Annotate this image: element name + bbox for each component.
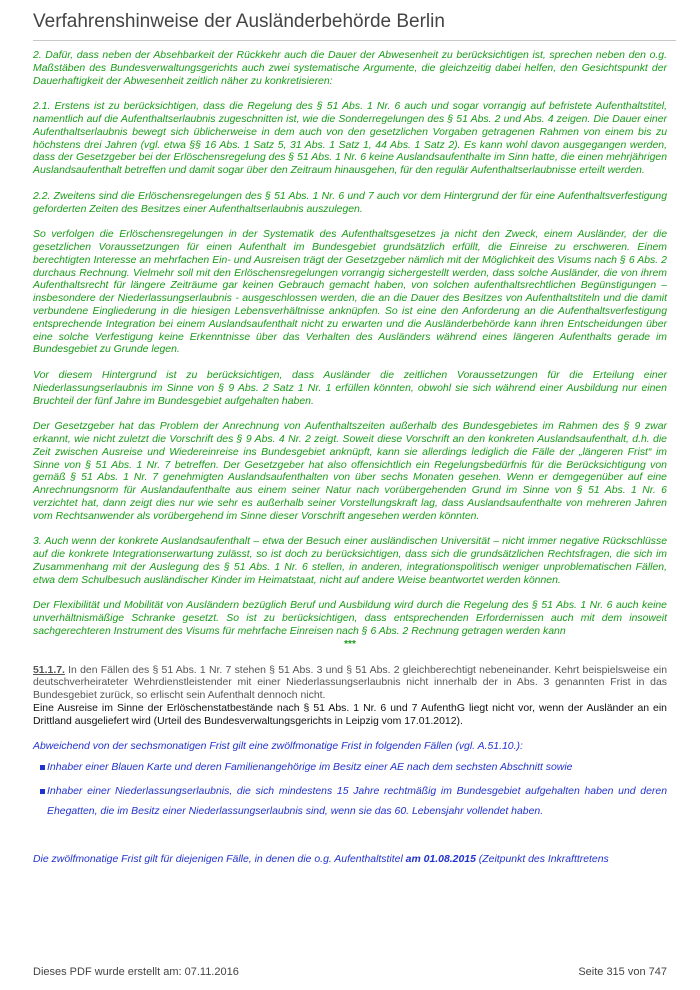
- bullet-icon: [40, 789, 45, 794]
- section-separator: ***: [344, 638, 356, 650]
- paragraph-flexibilitaet: Der Flexibilität und Mobilität von Ausländern bezüglich Beruf und Ausbildung wird durch die Regelung des § 51 Abs. 1 Nr. 6 auch keine unverhältnismäßige Schranke gesetzt. So ist zu berücksichtigen, dass entsprechenden Erfordernissen auch mit dem insoweit sachgerechteren Instrument des Visums für mehrfache Einreisen nach § 6 Abs. 2 Rechnung getragen werden kann: [33, 600, 667, 637]
- document-title: Verfahrenshinweise der Ausländerbehörde Berlin: [33, 11, 445, 32]
- text-part: Die zwölfmonatige Frist gilt für diejenigen Fälle, in denen die o.g. Aufenthaltstitel: [33, 854, 406, 866]
- section-text: In den Fällen des § 51 Abs. 1 Nr. 7 stehen § 51 Abs. 3 und § 51 Abs. 2 gleichberechtigt nebeneinander. Kehrt beispielsweise ein deutschverheirateter Wehrdienstleistender mit einer Niederlassungserlaubnis nicht innerhalb der in Abs. 3 genannten Frist in das Bundesgebiet zurück, so erlischt sein Aufenthalt dennoch nicht.: [33, 664, 667, 702]
- paragraph-3: 3. Auch wenn der konkrete Auslandsaufenthalt – etwa der Besuch einer ausländischen Universität – nicht immer negative Rückschlüsse auf die konkrete Integrationserwartung zulässt, so ist doch zu berücksichtigen, dass sich die grundsätzlichen Rechtsfragen, die sich im Zusammenhang mit der Auslegung des § 51 Abs. 1 Nr. 6 stellen, in anderen, integrationspolitisch weniger unproblematischen Fällen, etwa dem Schulbesuch ausländischer Kinder im Heimatstaat, nicht auf andere Weise beantwortet werden können.: [33, 536, 667, 586]
- exception-list: [33, 758, 667, 822]
- pdf-created-note: Dieses PDF wurde erstellt am: 07.11.2016: [33, 966, 239, 978]
- paragraph-zwoelfmonatige-frist: Abweichend von der sechsmonatigen Frist gilt eine zwölfmonatige Frist in folgenden Fällen (vgl. A.51.10.):: [33, 741, 523, 753]
- paragraph-gesetzgeber: Der Gesetzgeber hat das Problem der Anrechnung von Aufenthaltszeiten außerhalb des Bundesgebietes im Rahmen des § 9 zwar erkannt, wie nicht zuletzt die Vorschrift des § 9 Abs. 4 Nr. 2 zeigt. Soweit diese Vorschrift an den konkreten Auslandsaufenthalt, d.h. die Zeit zwischen Ausreise und Wiedereinreise ins Bundesgebiet anknüpft, kann sie allerdings lediglich die Fälle der „längeren Frist“ im Sinne von § 51 Abs. 1 Nr. 7 betreffen. Der Gesetzgeber hat also offensichtlich ein Regelungsbedürfnis für die Berücksichtigung von gemäß § 51 Abs. 1 Nr. 7 genehmigten Auslandsaufenthalten von über sechs Monaten gesehen. Wenn er demgegenüber auf eine Anrechnungsnorm für Auslandaufenthalte aus einem seiner Natur nach vorübergehenden Grund im Sinne von § 51 Abs. 1 Nr. 6 verzichtet hat, dann zeigt dies nur wie sehr es außerhalb seiner Vorstellungskraft lag, dass Auslandsaufenthalte von mehreren Jahren vom Rechtsanwender als vorübergehend im Sinne dieser Vorschrift angesehen werden könnten.: [33, 421, 667, 522]
- paragraph-geltung: [33, 854, 667, 867]
- paragraph-2: 2. Dafür, dass neben der Absehbarkeit der Rückkehr auch die Dauer der Abwesenheit zu berücksichtigen ist, sprechen neben den o.g. Maßstäben des Bundesverwaltungsgerichts auch zwei systematische Argumente, die gleichzeitig dabei helfen, den Gesichtspunkt der Dauerhaftigkeit der Abwesenheit zeitlich näher zu konkretisieren:: [33, 50, 667, 87]
- paragraph-hintergrund: Vor diesem Hintergrund ist zu berücksichtigen, dass Ausländer die zeitlichen Voraussetzungen für die Erteilung einer Niederlassungserlaubnis im Sinne von § 9 Abs. 2 Satz 1 Nr. 1 erfüllen könnten, obwohl sie sich während einer Ausbildung nur einen Bruchteil der fünf Jahre im Bundesgebiet aufgehalten haben.: [33, 369, 667, 407]
- list-item-text: Inhaber einer Blauen Karte und deren Familienangehörige im Besitz einer AE nach dem sechsten Abschnitt sowie: [47, 762, 573, 774]
- bullet-icon: [40, 765, 45, 770]
- paragraph-ausreise: Eine Ausreise im Sinne der Erlöschenstatbestände nach § 51 Abs. 1 Nr. 6 und 7 AufenthG liegt nicht vor, wenn der Ausländer an ein Drittland ausgeliefert wird (Urteil des Bundesverwaltungsgerichts in Leipzig vom 17.01.2012).: [33, 703, 667, 727]
- paragraph-2-2: 2.2. Zweitens sind die Erlöschensregelungen des § 51 Abs. 1 Nr. 6 und 7 auch vor dem Hintergrund der für eine Aufenthaltsverfestigung geforderten Zeiten des Besitzes einer Aufenthaltserlaubnis auszulegen.: [33, 190, 667, 215]
- page-header: [33, 10, 676, 41]
- date-emphasis: am 01.08.2015: [405, 854, 476, 866]
- paragraph-2-1: 2.1. Erstens ist zu berücksichtigen, dass die Regelung des § 51 Abs. 1 Nr. 6 auch und sogar vorrangig auf befristete Aufenthaltstitel, namentlich auf die Aufenthaltserlaubnis zugeschnitten ist, wie die Sonderregelungen des § 51 Abs. 2 und Abs. 4 zeigen. Die Dauer einer Aufenthaltserlaubnis bewegt sich üblicherweise in dem auch von den gesetzlichen Vorgaben getragenen Rahmen von einem bis zu höchstens drei Jahren (vgl. etwa §§ 16 Abs. 1 Satz 5, 31 Abs. 1 Satz 1, 44 Abs. 1 Satz 2). Es kann wohl davon ausgegangen werden, dass der Gesetzgeber bei der Erlöschensregelung des § 51 Abs. 1 Nr. 6 keine Auslandsaufenthalte im Sinn hatte, die einen mehrjährigen Auslandsaufenthalt betreffen und damit sogar über den Zeitraum hinausgehen, für den regulär Aufenthaltserlaubnisse erteilt werden.: [33, 101, 667, 177]
- paragraph-systematik: So verfolgen die Erlöschensregelungen in der Systematik des Aufenthaltsgesetzes ja nicht den Zweck, einem Ausländer, der die gesetzlichen Voraussetzungen für einen Aufenthalt im Bundesgebiet grundsätzlich erfüllt, die Einreise zu erschweren. Einem berechtigten Interesse an mehrfachen Ein- und Ausreisen trägt der Gesetzgeber nämlich mit der Möglichkeit des Visums nach § 6 Abs. 2 durchaus Rechnung. Vielmehr soll mit den Erlöschensregelungen vorrangig sichergestellt werden, dass solche Ausländer, die von ihrem Aufenthaltsrecht für längere Zeiträume gar keinen Gebrauch gemacht haben, von solchen aufenthaltsrechtlichen Begünstigungen – insbesondere der Niederlassungserlaubnis - ausgeschlossen werden, die an die Dauer des Besitzes von Aufenthaltstiteln und die damit verbundene Eingliederung in die hiesigen Lebensverhältnisse anknüpfen. So ist eine den Anforderung an die Aufenthaltsverfestigung entsprechende Integration bei einem Auslandsaufenthalt nicht zu erwarten und die Ausländerbehörde kann ihren Entscheidungen über eine solche Verfestigung keine Erkenntnisse über das Verhalten des Ausländers während eines längeren Aufenthalts gerade im Bundesgebiet zu Grunde legen.: [33, 229, 667, 356]
- section-number: 51.1.7.: [33, 664, 65, 676]
- list-item: [33, 758, 667, 778]
- section-51-1-7: [33, 665, 667, 703]
- list-item-text: Inhaber einer Niederlassungserlaubnis, die sich mindestens 15 Jahre rechtmäßig im Bundesgebiet aufgehalten haben und deren Ehegatten, die im Besitz einer Niederlassungserlaubnis sind, wenn sie das 60. Lebensjahr vollendet haben.: [47, 786, 667, 818]
- document-body: [33, 50, 667, 880]
- text-part: (Zeitpunkt des Inkrafttretens: [475, 854, 609, 866]
- page-number: Seite 315 von 747: [578, 966, 667, 978]
- list-item: [33, 782, 667, 822]
